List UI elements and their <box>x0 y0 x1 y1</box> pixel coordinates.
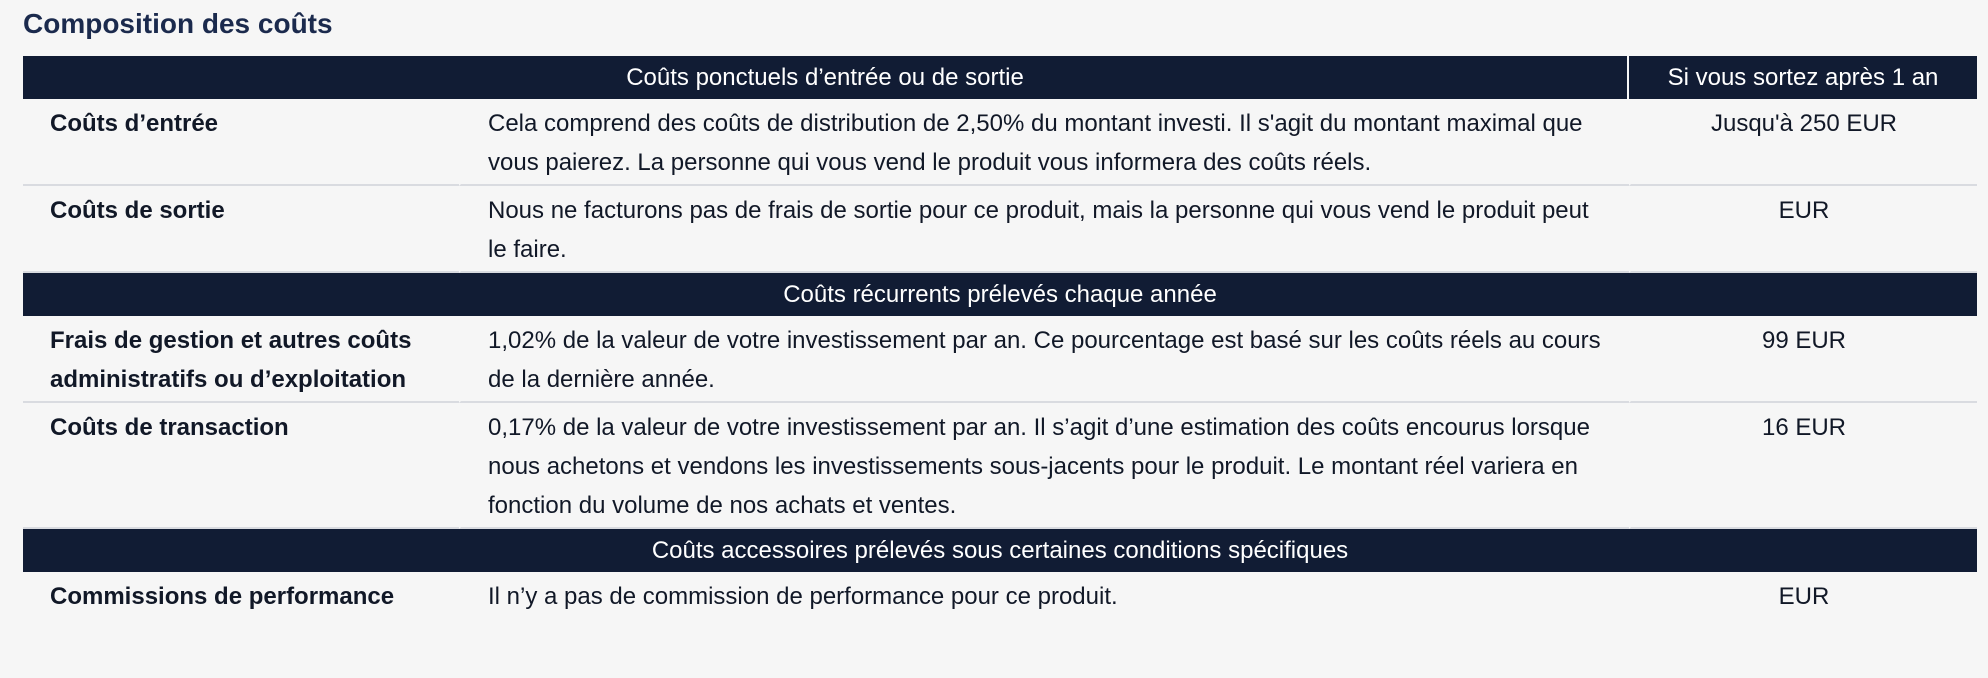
table-row <box>23 572 1977 618</box>
section-header-one-off-costs <box>23 56 1977 99</box>
table-row <box>23 99 1977 186</box>
row-description: Il n’y a pas de commission de performance pour ce produit. <box>459 572 1629 618</box>
row-label: Frais de gestion et autres coûts administratifs ou d’exploitation <box>23 316 459 403</box>
table-row <box>23 316 1977 403</box>
cost-composition-table <box>23 56 1977 618</box>
row-value: EUR <box>1629 572 1977 618</box>
table-row <box>23 403 1977 529</box>
column-header-after-1-year: Si vous sortez après 1 an <box>1629 56 1977 99</box>
row-value: Jusqu'à 250 EUR <box>1629 99 1977 186</box>
table-row <box>23 186 1977 273</box>
row-label: Coûts de transaction <box>23 403 459 529</box>
row-description: 1,02% de la valeur de votre investissement par an. Ce pourcentage est basé sur les coûts réels au cours de la dernière année. <box>459 316 1629 403</box>
section-header-incidental-costs <box>23 529 1977 572</box>
row-description: 0,17% de la valeur de votre investissement par an. Il s’agit d’une estimation des coûts encourus lorsque nous achetons et vendons les investissements sous-jacents pour le produit. Le montant réel variera en fonction du volume de nos achats et ventes. <box>459 403 1629 529</box>
row-description: Cela comprend des coûts de distribution de 2,50% du montant investi. Il s'agit du montant maximal que vous paierez. La personne qui vous vend le produit vous informera des coûts réels. <box>459 99 1629 186</box>
row-value: EUR <box>1629 186 1977 273</box>
row-label: Coûts d’entrée <box>23 99 459 186</box>
row-label: Coûts de sortie <box>23 186 459 273</box>
section-label: Coûts accessoires prélevés sous certaines conditions spécifiques <box>23 529 1977 572</box>
row-description: Nous ne facturons pas de frais de sortie pour ce produit, mais la personne qui vous vend le produit peut le faire. <box>459 186 1629 273</box>
row-value: 16 EUR <box>1629 403 1977 529</box>
section-label: Coûts récurrents prélevés chaque année <box>23 273 1977 316</box>
section-header-recurring-costs <box>23 273 1977 316</box>
page-title: Composition des coûts <box>23 8 333 39</box>
row-value: 99 EUR <box>1629 316 1977 403</box>
row-label: Commissions de performance <box>50 583 395 610</box>
section-label: Coûts ponctuels d’entrée ou de sortie <box>23 56 1629 99</box>
